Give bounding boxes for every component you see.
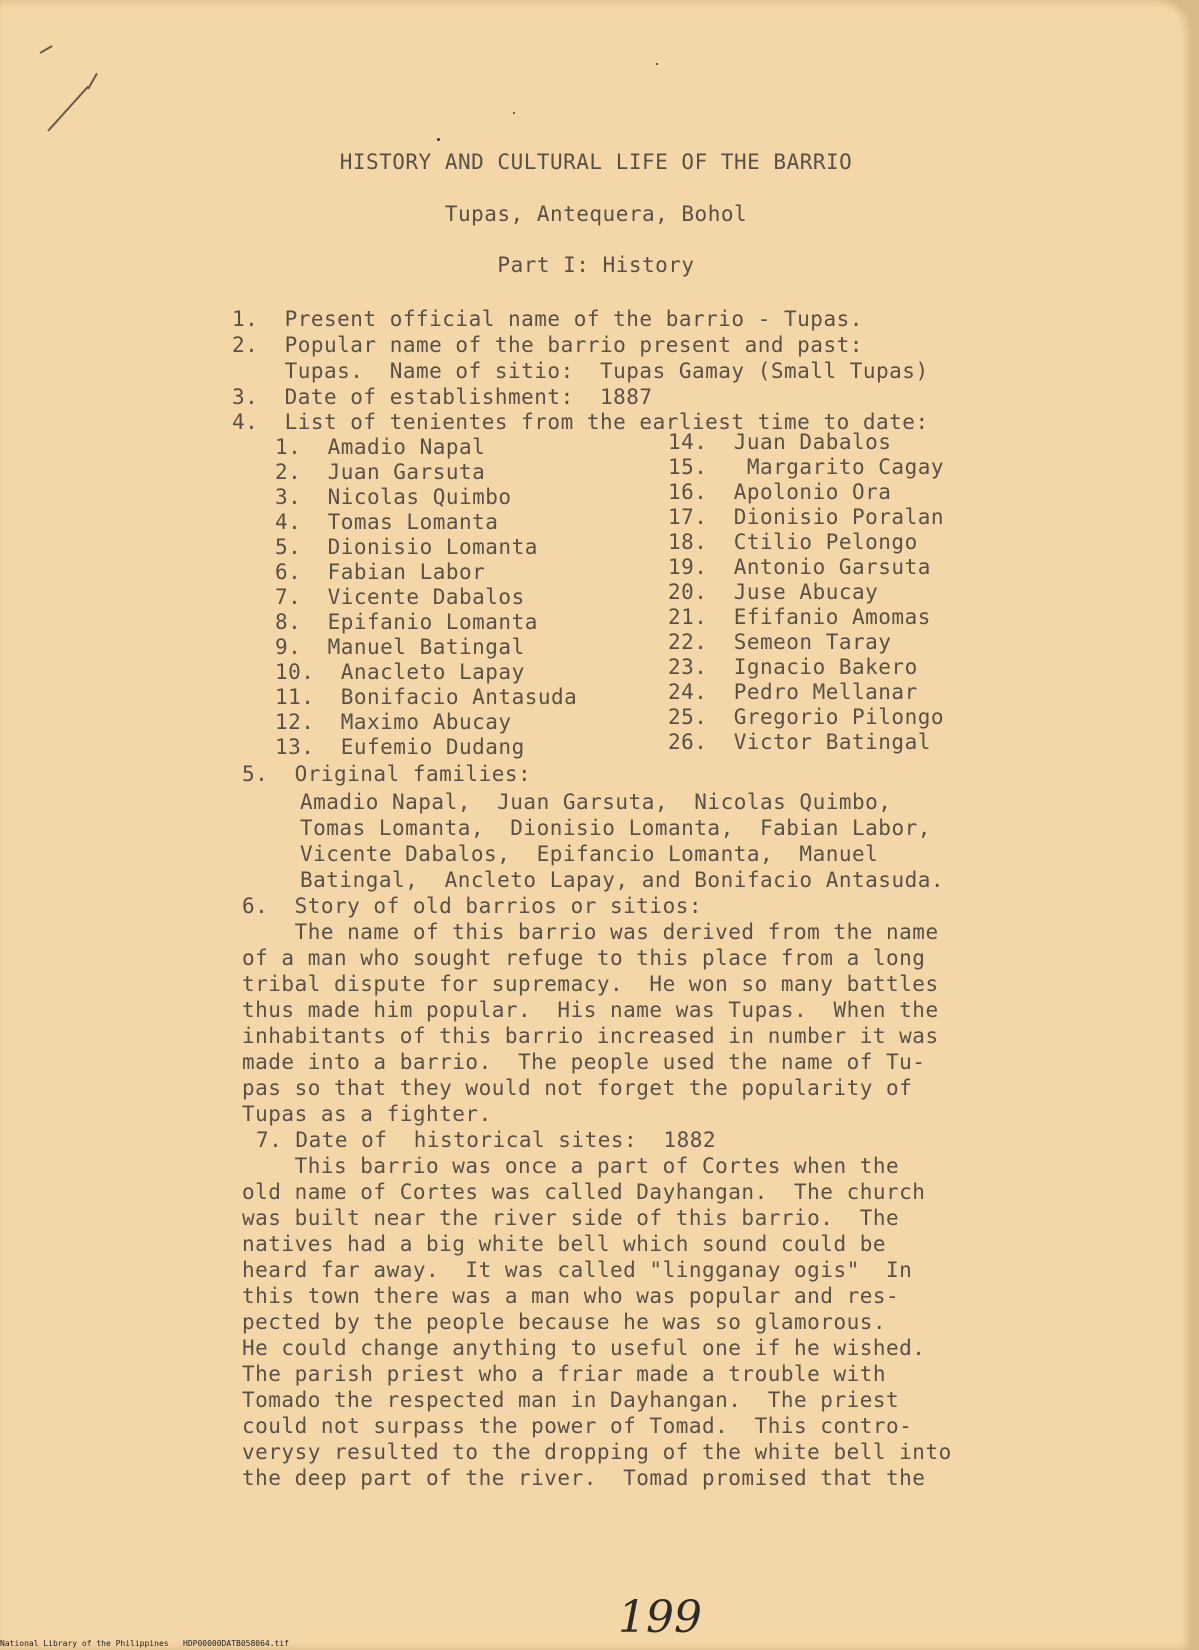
story-heading: 6. Story of old barrios or sitios: [242, 894, 703, 918]
story-line: made into a barrio. The people used the name of Tu- [242, 1050, 926, 1074]
teniente-entry: 4. Tomas Lomanta [275, 510, 499, 534]
story-line: of a man who sought refuge to this place from a long [242, 946, 926, 970]
teniente-entry: 5. Dionisio Lomanta [275, 535, 538, 559]
story-line: Tupas as a fighter. [242, 1102, 492, 1126]
families-line: Tomas Lomanta, Dionisio Lomanta, Fabian Labor, [300, 816, 931, 840]
families-heading: 5. Original families: [242, 762, 532, 786]
teniente-entry: 21. Efifanio Amomas [668, 605, 931, 629]
teniente-entry: 11. Bonifacio Antasuda [275, 685, 578, 709]
teniente-entry: 6. Fabian Labor [275, 560, 486, 584]
families-line: Batingal, Ancleto Lapay, and Bonifacio Antasuda. [300, 868, 945, 892]
pen-mark [40, 45, 53, 54]
document-location: Tupas, Antequera, Bohol [444, 202, 748, 226]
sites-line: the deep part of the river. Tomad promised that the [242, 1466, 926, 1490]
sites-line: natives had a big white bell which sound could be [242, 1232, 887, 1256]
teniente-entry: 16. Apolonio Ora [668, 480, 892, 504]
teniente-entry: 7. Vicente Dabalos [275, 585, 525, 609]
item-2-detail: Tupas. Name of sitio: Tupas Gamay (Small Tupas) [232, 359, 929, 383]
families-line: Vicente Dabalos, Epifancio Lomanta, Manuel [300, 842, 879, 866]
ink-speck [656, 63, 658, 65]
story-line: thus made him popular. His name was Tupas. When the [242, 998, 939, 1022]
teniente-entry: 12. Maximo Abucay [275, 710, 512, 734]
sites-line: this town there was a man who was popular and res- [242, 1284, 900, 1308]
teniente-entry: 3. Nicolas Quimbo [275, 485, 512, 509]
sites-line: Tomado the respected man in Dayhangan. The priest [242, 1388, 900, 1412]
teniente-entry: 22. Semeon Taray [668, 630, 892, 654]
pen-mark [47, 86, 89, 132]
teniente-entry: 17. Dionisio Poralan [668, 505, 945, 529]
families-line: Amadio Napal, Juan Garsuta, Nicolas Quimbo, [300, 790, 892, 814]
sites-line: could not surpass the power of Tomad. This contro- [242, 1414, 913, 1438]
teniente-entry: 10. Anacleto Lapay [275, 660, 525, 684]
sites-line: was built near the river side of this barrio. The [242, 1206, 900, 1230]
teniente-entry: 20. Juse Abucay [668, 580, 879, 604]
sites-line: old name of Cortes was called Dayhangan. The church [242, 1180, 926, 1204]
teniente-entry: 15. Margarito Cagay [668, 455, 945, 479]
teniente-entry: 19. Antonio Garsuta [668, 555, 931, 579]
pen-mark [87, 73, 98, 90]
sites-line: He could change anything to useful one if he wished. [242, 1336, 926, 1360]
teniente-entry: 9. Manuel Batingal [275, 635, 525, 659]
ink-speck [513, 112, 515, 114]
teniente-entry: 1. Amadio Napal [275, 435, 486, 459]
teniente-entry: 13. Eufemio Dudang [275, 735, 525, 759]
teniente-entry: 2. Juan Garsuta [275, 460, 486, 484]
item-1: 1. Present official name of the barrio - Tupas. [232, 307, 863, 331]
scan-footer: National Library of the Philippines HDP00000DATB058064.tif [0, 1639, 289, 1648]
teniente-entry: 8. Epifanio Lomanta [275, 610, 538, 634]
sites-line: verysy resulted to the dropping of the white bell into [242, 1440, 952, 1464]
item-3: 3. Date of establishment: 1887 [232, 385, 653, 409]
teniente-entry: 18. Ctilio Pelongo [668, 530, 918, 554]
sites-line: heard far away. It was called "lingganay ogis" In [242, 1258, 913, 1282]
story-line: The name of this barrio was derived from the name [242, 920, 939, 944]
teniente-entry: 23. Ignacio Bakero [668, 655, 918, 679]
document-title: HISTORY AND CULTURAL LIFE OF THE BARRIO [339, 150, 853, 174]
teniente-entry: 24. Pedro Mellanar [668, 680, 918, 704]
sites-line: pected by the people because he was so glamorous. [242, 1310, 887, 1334]
story-line: pas so that they would not forget the popularity of [242, 1076, 913, 1100]
sites-heading: 7. Date of historical sites: 1882 [256, 1128, 717, 1152]
teniente-entry: 14. Juan Dabalos [668, 430, 892, 454]
item-2: 2. Popular name of the barrio present and past: [232, 333, 863, 357]
sites-line: The parish priest who a friar made a trouble with [242, 1362, 887, 1386]
teniente-entry: 25. Gregorio Pilongo [668, 705, 945, 729]
sites-line: This barrio was once a part of Cortes when the [242, 1154, 900, 1178]
item-4: 4. List of tenientes from the earliest time to date: [232, 410, 929, 434]
handwritten-page-number: 199 [618, 1592, 702, 1643]
ink-speck [437, 138, 440, 141]
document-part: Part I: History [497, 253, 695, 277]
teniente-entry: 26. Victor Batingal [668, 730, 931, 754]
story-line: tribal dispute for supremacy. He won so many battles [242, 972, 939, 996]
story-line: inhabitants of this barrio increased in number it was [242, 1024, 939, 1048]
